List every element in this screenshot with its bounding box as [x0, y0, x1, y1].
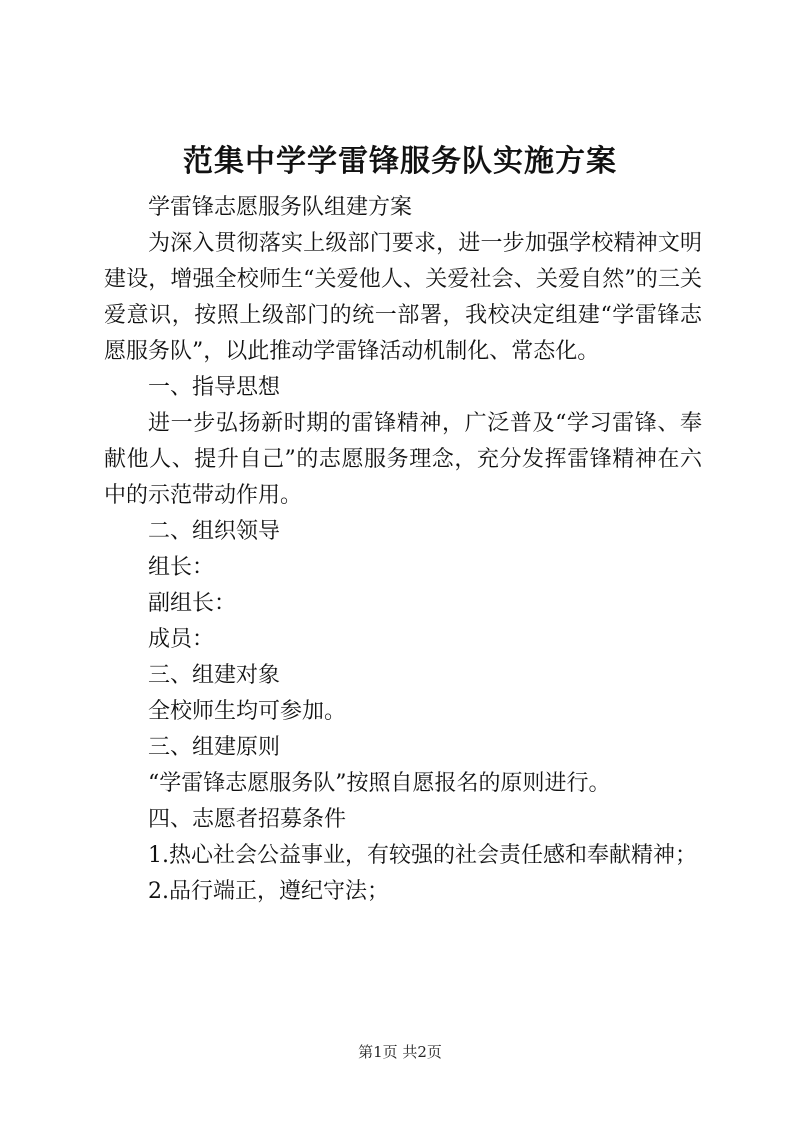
intro-paragraph: 为深入贯彻落实上级部门要求，进一步加强学校精神文明建设，增强全校师生“关爱他人、关爱社会、关爱自然”的三关爱意识，按照上级部门的统一部署，我校决定组建“学雷锋志愿服务队”，以此推动学雷锋活动机制化、常态化。: [104, 231, 702, 364]
condition-item-1: 1.热心社会公益事业，有较强的社会责任感和奉献精神；: [148, 843, 697, 868]
heading-recruit-target: 三、组建对象: [148, 663, 281, 688]
heading-guiding-ideology: 一、指导思想: [148, 375, 281, 400]
heading-recruit-conditions: 四、志愿者招募条件: [148, 807, 347, 832]
guiding-ideology-paragraph: 进一步弘扬新时期的雷锋精神，广泛普及“学习雷锋、奉献他人、提升自己”的志愿服务理念，充分发挥雷锋精神在六中的示范带动作用。: [104, 411, 702, 508]
document-body: [104, 190, 702, 910]
document-title: 范集中学学雷锋服务队实施方案: [183, 144, 617, 179]
section-subtitle: 学雷锋志愿服务队组建方案: [148, 195, 413, 220]
members-line: 成员：: [148, 627, 215, 652]
heading-principles: 三、组建原则: [148, 735, 281, 760]
recruit-target-text: 全校师生均可参加。: [148, 699, 347, 724]
heading-organization: 二、组织领导: [148, 519, 281, 544]
page-footer: 第1页 共2页: [358, 1043, 442, 1061]
condition-item-2: 2.品行端正，遵纪守法；: [148, 879, 389, 904]
leader-line: 组长：: [148, 555, 215, 580]
deputy-leader-line: 副组长：: [148, 591, 237, 616]
principles-text: “学雷锋志愿服务队”按照自愿报名的原则进行。: [148, 771, 611, 796]
